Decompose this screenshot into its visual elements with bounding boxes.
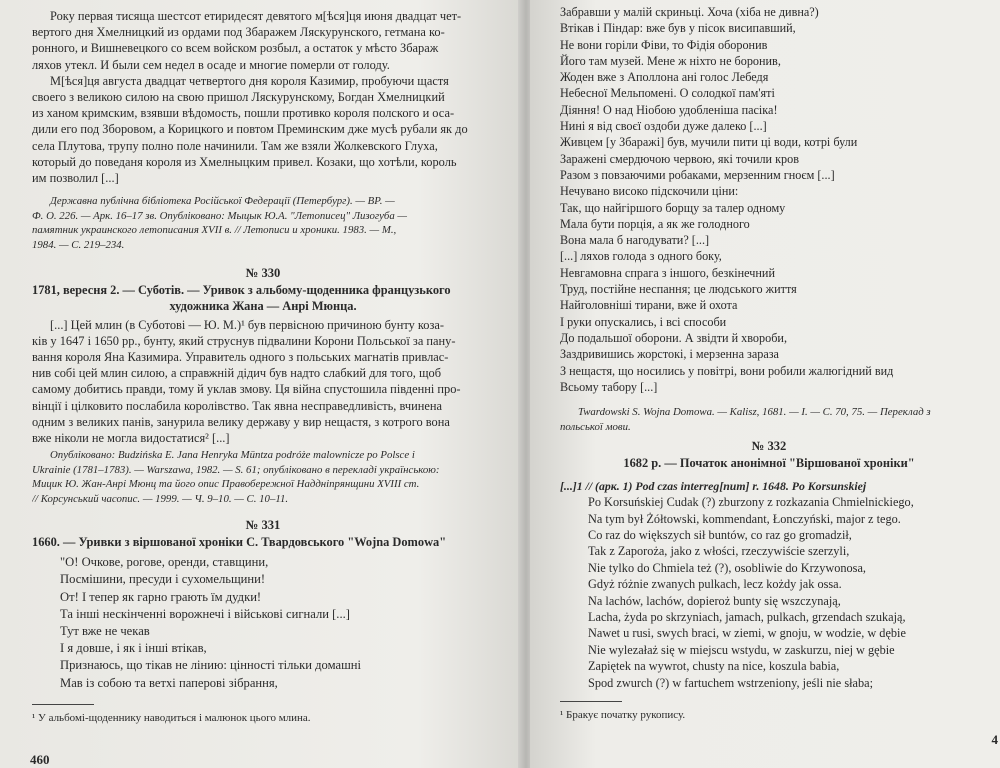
document-heading-331: 1660. — Уривки з віршованої хроніки С. Твардовського "Wojna Domowa" <box>32 534 447 549</box>
document-number-330: № 330 <box>245 265 281 280</box>
text-line: ків у 1647 і 1650 рр., бунту, який струснув підвалини Корони Польської за пану- <box>32 333 456 348</box>
document-heading-332: 1682 р. — Початок анонімної "Віршованої хроніки" <box>623 456 915 471</box>
source-line: Мицик Ю. Жан-Анрі Мюнц та його опис Правобережної Наддніпрянщини XVIII ст. <box>32 478 420 491</box>
verse-line: Po Korsuńskiej Cudak (?) zburzony z rozkazania Chmielnickiego, <box>588 495 914 510</box>
verse-line: Живцем [у Збаражі] був, мучили пити ці води, котрі були <box>560 135 858 150</box>
verse-line: І я довше, і як і інші втікав, <box>60 641 207 656</box>
source-line: польської мови. <box>560 420 631 433</box>
verse-line: Найголовніші тирани, вже й охота <box>560 298 738 313</box>
footnote: ¹ У альбомі-щоденнику наводиться і малюнок цього млина. <box>32 711 311 724</box>
verse-line: Nie tylko do Chmiela też (?), osobliwie do Krzywonosa, <box>588 560 866 575</box>
verse-line: Нечувано високо підскочили ціни: <box>560 184 739 199</box>
text-line: села Плутова, трупу полно поле начинили. Там же взяли Жолкевского Глуха, <box>32 138 438 153</box>
source-line: Ukrainie (1781–1783). — Warszawa, 1982. — S. 61; опубліковано в перекладі українською: <box>32 463 440 476</box>
verse-line: І руки опускались, і всі способи <box>560 314 727 329</box>
text-line: Року первая тисяща шестсот етиридесят девятого м[ѣся]ця июня двадцат чет- <box>50 9 462 23</box>
verses-331 <box>32 554 494 692</box>
verse-line: "О! Очкове, рогове, оренди, ставщини, <box>60 555 269 570</box>
verse-line: Жоден вже з Аполлона ані голос Лебедя <box>560 70 769 85</box>
text-line: одним з великих панів, занурила велику державу у вир нещастя, з котрого вона <box>32 414 450 429</box>
verse-line: Посмішини, пресуди і сухомельщини! <box>60 572 266 587</box>
verse-line: Na lachów, lachów, dopieroż bunty się wszczynają, <box>588 593 841 608</box>
paragraph-2 <box>32 73 494 186</box>
verse-line: От! І тепер як гарно грають їм дудки! <box>60 589 262 604</box>
verse-line: Spod zwurch (?) w fartuchem wstrzeniony, jeśli nie słaba; <box>588 675 874 690</box>
page-number: 4 <box>991 732 998 747</box>
verse-line: Заздривишись жорстокі, і мерзенна зараза <box>560 347 779 362</box>
source-note-330 <box>32 448 494 506</box>
verse-line: Всьому табору [...] <box>560 379 658 394</box>
verse-line: Мав із собою та ветхі паперові зібрання, <box>60 675 278 690</box>
verse-line: Його там музей. Мене ж ніхто не боронив, <box>560 53 781 68</box>
verse-line: Діяння! О над Ніобою удобленіша пасіка! <box>560 102 778 117</box>
text-line: своего з великою силою на свою пришол Ляскурунскому, Богдан Хмелницкий <box>32 90 445 105</box>
text-line: вертого дня Хмелницкий из ордами под Збаражем Ляскурунского, гетмана ко- <box>32 25 445 40</box>
verse-line: Na tym był Żółtowski, kommendant, Łonczyński, major z tego. <box>588 511 901 526</box>
verses-332 <box>560 478 978 691</box>
verses-331-continued <box>560 4 978 395</box>
verse-line: Разом з повзаючими робаками, мерзенним гноєм [...] <box>560 167 835 182</box>
page-number: 460 <box>30 752 50 767</box>
verse-line: Небесної Мельпомені. О солодкої пам'яті <box>560 86 775 101</box>
verse-line: Вона мала б нагодувати? [...] <box>560 233 710 248</box>
verse-line: Gdyż różnie zwanych pulkach, lecz kożdy jak ossa. <box>588 577 842 592</box>
verse-line: Не вони горіли Фіви, то Фідія оборонив <box>560 37 768 52</box>
text-line: вання короля Яна Казимира. Управитель одного з польських магнатів привлас- <box>32 350 449 365</box>
text-line: ронного, и Вишневецкого со всем войском розбыл, а остаток у мѣсто Збараж <box>32 41 439 56</box>
right-column <box>560 4 978 722</box>
document-heading-330-cont: художника Жана — Анрі Мюнца. <box>169 299 357 314</box>
document-number-332: № 332 <box>751 439 787 454</box>
document-number-331: № 331 <box>245 517 281 532</box>
source-line: 1984. — С. 219–234. <box>32 239 125 252</box>
right-page <box>530 0 1000 768</box>
verse-line: Nie wylezałaż się w miejscu wstydu, w zaskurzu, niej w gębie <box>588 642 895 657</box>
verse-line: Труд, постійне неспання; це людського життя <box>560 282 797 297</box>
source-note-1 <box>32 194 494 252</box>
text-line: М[ѣся]ця августа двадцат четвертого дня короля Казимир, пробуючи щастя <box>50 73 449 88</box>
paragraph-1 <box>32 8 494 73</box>
text-line: им позволил [...] <box>32 171 119 186</box>
text-line: вже ніколи не могла видостатися² [...] <box>32 431 230 446</box>
source-line: Ф. О. 226. — Арк. 16–17 зв. Опубліковано: Мыцык Ю.А. "Летописец" Лизогуба — <box>32 209 408 222</box>
text-line: [...] Цей млин (в Суботові — Ю. М.)¹ був первісною причиною бунту коза- <box>50 317 444 332</box>
source-note-331 <box>560 405 978 434</box>
document-body-330 <box>32 317 494 447</box>
left-column <box>32 8 494 725</box>
source-line: Опубліковано: Budzińska E. Jana Henryka Müntza podróże malownicze po Polsce i <box>50 449 415 462</box>
verse-first-line: [...]1 // (арк. 1) Pod czas interreg[num] r. 1648. Po Korsunskiej <box>560 478 867 493</box>
verse-line: Тут вже не чекав <box>60 623 150 638</box>
verse-line: Мала бути порція, а як же голодного <box>560 216 750 231</box>
verse-line: Tak z Zaporoża, jako z włości, rzeczywiście szerzyli, <box>588 544 850 559</box>
verse-line: [...] ляхов голода з одного боку, <box>560 249 722 264</box>
verse-line: Nawet u rusi, swych braci, w ziemi, w gnoju, w wodzie, w dębie <box>588 626 906 641</box>
verse-line: Втікав і Піндар: вже був у пісок висипавший, <box>560 21 796 36</box>
source-line: Twardowski S. Wojna Domowa. — Kalisz, 1681. — I. — С. 70, 75. — Переклад з <box>578 406 931 419</box>
verse-line: Заражені смердючою червою, які точили кров <box>560 151 799 166</box>
source-line: Державна публічна бібліотека Російської Федерації (Петербург). — ВР. — <box>50 195 395 208</box>
text-line: который до поведаня короля из Хмелныцким привел. Козаки, що хотѣли, король <box>32 154 457 169</box>
text-line: самому добитись правди, тому й уклав змову. Ця війна спустошила південні про- <box>32 382 461 397</box>
text-line: нив собі цей млин силою, а справжній дідич був надто слабкий для того, щоб <box>32 366 441 381</box>
verse-line: Забравши у малій скриньці. Хоча (хіба не дивна?) <box>560 5 819 19</box>
verse-line: До подальшої оборони. А звідти й хвороби, <box>560 330 787 345</box>
footnote-divider <box>560 701 622 702</box>
verse-line: Так, що найгіршого борщу за талер одному <box>560 200 786 215</box>
verse-line: З нещастя, що носились у повітрі, вони робили жалюгідний вид <box>560 363 894 378</box>
text-line: вінції і цілковито послабила королівство. Так явна несправедливість, вчинена <box>32 398 442 413</box>
text-line: ляхов утекл. И были сем недел в осаде и многие померли от голоду. <box>32 57 390 72</box>
text-line: из ханом кримским, взявши вѣдомость, пошли противко короля полского и оса- <box>32 106 455 121</box>
verse-line: Признаюсь, що тікав не лінию: цінності тільки домашні <box>60 658 362 673</box>
verse-line: Lacha, żyda po skrzyniach, jamach, pulkach, grzendach szukają, <box>588 609 906 624</box>
document-heading-330: 1781, вересня 2. — Суботів. — Уривок з альбому-щоденника французького <box>32 282 451 297</box>
verse-line: Co raz do większych sił buntów, co raz go gromadził, <box>588 527 852 542</box>
verse-line: Та інші нескінченні ворожнечі і військові сигнали [...] <box>60 606 350 621</box>
verse-line: Невгамовна спрага з іншого, безкінечний <box>560 265 775 280</box>
footnote: ¹ Бракує початку рукопису. <box>560 708 686 721</box>
verse-line: Нині я від своєї оздоби дуже далеко [...] <box>560 119 767 134</box>
verse-line: Zapiętek na wywrot, chusty na nice, koszula babia, <box>588 659 840 674</box>
source-line: // Корсунський часопис. — 1999. — Ч. 9–10. — С. 10–11. <box>32 493 289 506</box>
source-line: памятник украинского летописания XVII в. // Летописи и хроники. 1983. — М., <box>32 224 397 237</box>
text-line: дили его под Зборовом, а Корицкого и повтом Преминским дже мусѣ рубали як до <box>32 122 468 137</box>
footnote-divider <box>32 704 94 705</box>
